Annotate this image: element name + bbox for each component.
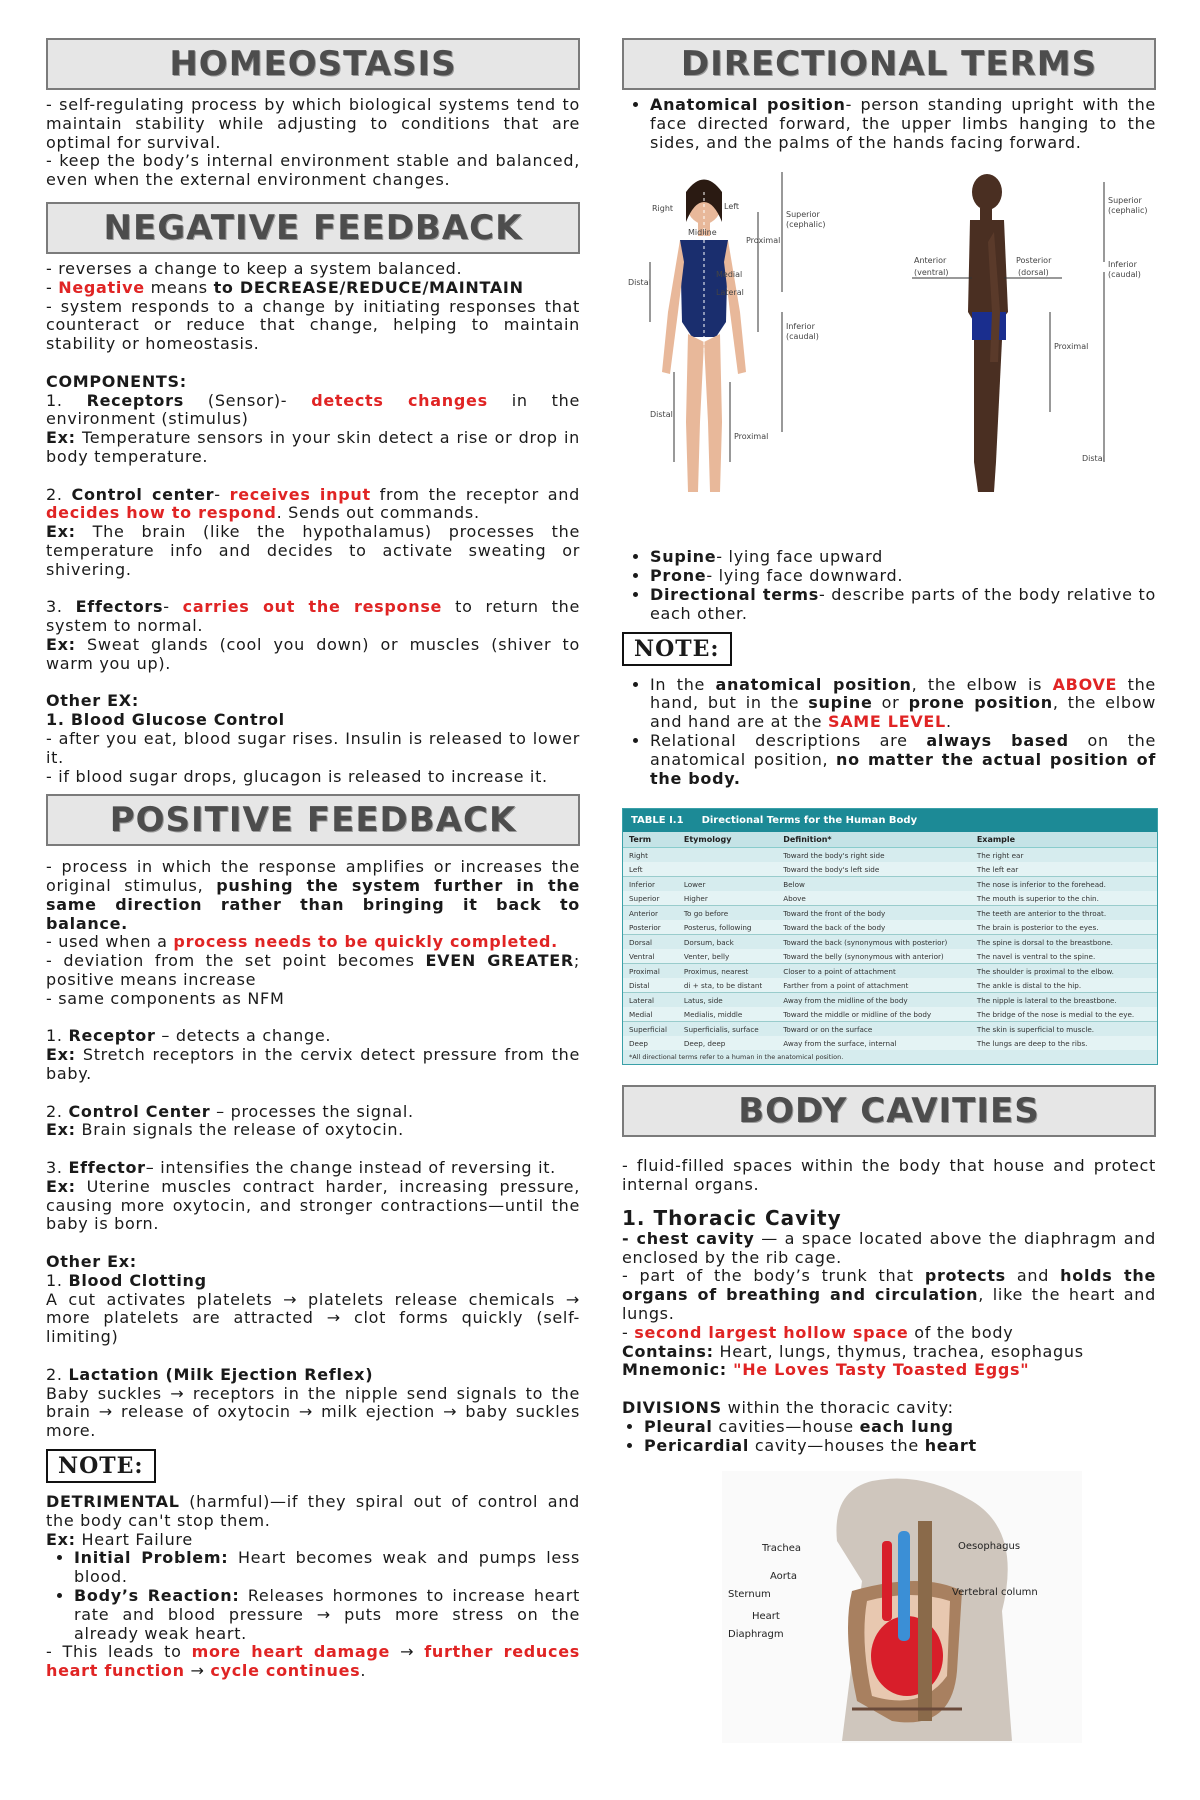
label-oesophagus: Oesophagus: [958, 1541, 1021, 1553]
pf-effector: 3. Effector– intensifies the change instead of reversing it.: [46, 1158, 556, 1178]
label-inferior-side: Inferior: [1108, 260, 1137, 270]
directional-text: [622, 96, 1156, 152]
homeostasis-text: [46, 96, 580, 190]
label-trachea: Trachea: [762, 1543, 801, 1555]
table-cell: Toward the back (synonymous with posterior): [777, 935, 971, 950]
nf-other-1: 1. Blood Glucose Control: [46, 710, 285, 730]
table-row: [623, 920, 1157, 935]
label-right: Right: [652, 204, 674, 214]
table-cell: Right: [629, 850, 648, 860]
table-row: [623, 949, 1157, 964]
side-arrows: [912, 182, 1104, 462]
table-row: [623, 1022, 1157, 1037]
directional-terms-header: DIRECTIONAL TERMS: [622, 38, 1156, 90]
table-caption: TABLE I.1 Directional Terms for the Human Body: [623, 809, 1157, 832]
body-cavities-text: [622, 1157, 1156, 1455]
pf-example-2: Baby suckles → receptors in the nipple send signals to the brain → release of oxytocin → milk ejection → baby suckles more.: [46, 1383, 580, 1441]
table-footnote: *All directional terms refer to a human in the anatomical position.: [629, 1053, 844, 1062]
label-proximal-leg: Proximal: [734, 432, 769, 442]
table-row: [623, 877, 1157, 892]
homeostasis-p1: - self-regulating process by which biological systems tend to maintain stability while adjusting to conditions that are optimal for survival.: [46, 95, 580, 152]
pf-note-label: NOTE:: [46, 1449, 156, 1483]
table-row: [623, 906, 1157, 921]
pf-other-label: Other Ex:: [46, 1252, 137, 1272]
table-cell: Superficial: [623, 1022, 678, 1037]
pf-p3: - deviation from the set point becomes EVEN GREATER; positive means increase: [46, 951, 580, 990]
label-posterior: Posterior: [1016, 256, 1052, 266]
right-column: [622, 38, 1156, 1743]
nf-line-2: - Negative means to DECREASE/REDUCE/MAINTAIN: [46, 277, 524, 297]
table-row: [623, 891, 1157, 906]
table-cell: The teeth are anterior to the throat.: [971, 906, 1157, 921]
table-row: [623, 993, 1157, 1008]
table-cell: Toward the back of the body: [777, 920, 971, 935]
pf-control-center: 2. Control Center – processes the signal.: [46, 1101, 414, 1121]
label-distal-front: Distal: [628, 278, 651, 288]
table-header: Definition*: [777, 832, 971, 848]
nf-component-1-example: Ex: Temperature sensors in your skin detect a rise or drop in body temperature.: [46, 428, 580, 466]
table-cell: Deep: [623, 1036, 678, 1050]
cavities-intro: - fluid-filled spaces within the body that house and protect internal organs.: [622, 1156, 1156, 1195]
nf-other-2: - after you eat, blood sugar rises. Insulin is released to lower it.: [46, 728, 580, 767]
table-cell: Dorsal: [623, 935, 678, 950]
nf-line-1: - reverses a change to keep a system balanced.: [46, 258, 463, 278]
table-cell: Latus, side: [678, 993, 777, 1008]
thoracic-line-3: - second largest hollow space of the body: [622, 1322, 1014, 1342]
pf-control-center-example: Ex: Brain signals the release of oxytocin.: [46, 1120, 404, 1140]
table-header: Etymology: [678, 832, 777, 848]
table-cell: The right ear: [976, 850, 1024, 860]
nf-other-3: - if blood sugar drops, glucagon is released to increase it.: [46, 766, 548, 786]
anatomical-position-bullet: • Anatomical position- person standing upright with the face directed forward, the upper limbs hanging to the sides, and the palms of the hands facing forward.: [650, 96, 1156, 152]
directional-terms-table: [622, 808, 1158, 1065]
label-distal-side: Distal: [1082, 454, 1105, 464]
table-row: [623, 935, 1157, 950]
table-cell: Above: [777, 891, 971, 906]
table-cell: Medial: [623, 1007, 678, 1022]
table-cell: The spine is dorsal to the breastbone.: [971, 935, 1157, 950]
label-left: Left: [724, 202, 740, 212]
label-caudal-side: (caudal): [1108, 270, 1141, 280]
label-vertebral-column: Vertebral column: [952, 1587, 1038, 1599]
table-cell: Higher: [678, 891, 777, 906]
table-cell: Superficialis, surface: [678, 1022, 777, 1037]
table-row: [623, 1036, 1157, 1050]
table-cell: [678, 848, 777, 863]
table-cell: The navel is ventral to the spine.: [971, 949, 1157, 964]
table-cell: [678, 862, 777, 877]
table-cell: Toward the body's left side: [777, 862, 971, 877]
directional-note-1: • In the anatomical position, the elbow is ABOVE the hand, but in the supine or prone position, the elbow and hand are at the SAME LEVEL.: [650, 676, 1156, 732]
table-cell: Away from the midline of the body: [777, 993, 971, 1008]
side-figure: [968, 174, 1008, 492]
table-cell: Toward or on the surface: [777, 1022, 971, 1037]
pf-receptor: 1. Receptor – detects a change.: [46, 1026, 332, 1046]
label-lateral: Lateral: [716, 288, 744, 298]
pf-effector-example: Ex: Uterine muscles contract harder, increasing pressure, causing more oxytocin, and stronger contractions—until the baby is born.: [46, 1176, 580, 1234]
label-medial: Medial: [716, 270, 743, 280]
table-cell: Distal: [623, 978, 678, 993]
nf-component-2: 2. Control center- receives input from the receptor and decides how to respond. Sends out commands.: [46, 484, 580, 523]
thoracic-line-1: - chest cavity — a space located above the diaphragm and enclosed by the rib cage.: [622, 1228, 1156, 1267]
table-cell: The mouth is superior to the chin.: [971, 891, 1157, 906]
anatomical-position-figure: [622, 162, 1156, 542]
label-superior-side: Superior: [1108, 196, 1142, 206]
thoracic-cavity-heading: 1. Thoracic Cavity: [622, 1205, 842, 1230]
table-cell: Superior: [623, 891, 678, 906]
label-proximal-front: Proximal: [746, 236, 781, 246]
table-cell: The left ear: [971, 862, 1157, 877]
table-cell: Toward the belly (synonymous with anterior): [777, 949, 971, 964]
table-row: [623, 978, 1157, 993]
pf-note-conclusion: - This leads to more heart damage → further reduces heart function → cycle continues.: [46, 1642, 580, 1681]
thoracic-cavity-figure: [722, 1471, 1082, 1743]
nf-other-label: Other EX:: [46, 691, 139, 711]
label-diaphragm: Diaphragm: [728, 1629, 784, 1641]
label-anterior: Anterior: [914, 256, 947, 266]
label-distal-leg: Distal: [650, 410, 673, 420]
table-cell: Away from the surface, internal: [777, 1036, 971, 1050]
table-cell: Farther from a point of attachment: [777, 978, 971, 993]
table-cell: The nose is inferior to the forehead.: [971, 877, 1157, 892]
prone-bullet: • Prone- lying face downward.: [650, 567, 1156, 586]
negative-feedback-text: [46, 260, 580, 786]
nf-component-3: 3. Effectors- carries out the response to return the system to normal.: [46, 597, 581, 636]
table-header-row: [623, 832, 1157, 848]
label-aorta: Aorta: [770, 1571, 797, 1583]
pf-example-1: A cut activates platelets → platelets release chemicals → more platelets are attracted → clot forms quickly (self-limiting): [46, 1289, 580, 1347]
nf-component-2-example: Ex: The brain (like the hypothalamus) processes the temperature info and decides to activate sweating or shivering.: [46, 522, 580, 579]
label-heart: Heart: [752, 1611, 780, 1623]
label-ventral: (ventral): [914, 268, 949, 278]
directional-note-text: [622, 676, 1156, 789]
table-row: [623, 1007, 1157, 1022]
table-cell: The nipple is lateral to the breastbone.: [971, 993, 1157, 1008]
directional-terms-bullet: • Directional terms- describe parts of the body relative to each other.: [650, 586, 1156, 624]
table-cell: Lateral: [623, 993, 678, 1008]
label-midline: Midline: [688, 228, 717, 238]
pericardial-bullet: • Pericardial cavity—houses the heart: [644, 1437, 1156, 1456]
positive-feedback-text: [46, 858, 580, 1441]
thoracic-mnemonic: Mnemonic: "He Loves Tasty Toasted Eggs": [622, 1360, 1030, 1380]
pf-example-1-title: 1. Blood Clotting: [46, 1270, 207, 1290]
table-cell: Toward the middle or midline of the body: [777, 1007, 971, 1022]
pf-p2: - used when a process needs to be quickly completed.: [46, 932, 558, 952]
table-cell: di + sta, to be distant: [678, 978, 777, 993]
table-header: Term: [623, 832, 678, 848]
pf-receptor-example: Ex: Stretch receptors in the cervix detect pressure from the baby.: [46, 1045, 580, 1084]
table-cell: The shoulder is proximal to the elbow.: [971, 964, 1157, 979]
pf-p4: - same components as NFM: [46, 988, 285, 1008]
table-cell: Posterus, following: [678, 920, 777, 935]
label-sternum: Sternum: [728, 1589, 771, 1601]
thoracic-contains: Contains: Heart, lungs, thymus, trachea, esophagus: [622, 1341, 1084, 1361]
table-cell: Lower: [678, 877, 777, 892]
anatomy-illustration: [622, 162, 1156, 542]
thoracic-illustration: [722, 1471, 1082, 1743]
directional-note-2: • Relational descriptions are always based on the anatomical position, no matter the actual position of the body.: [650, 732, 1156, 788]
table-cell: Proximal: [623, 964, 678, 979]
homeostasis-p2: - keep the body’s internal environment stable and balanced, even when the external environment changes.: [46, 151, 580, 190]
table-cell: Proximus, nearest: [678, 964, 777, 979]
table-cell: Below: [777, 877, 971, 892]
table-cell: Venter, belly: [678, 949, 777, 964]
left-column: [46, 38, 580, 1681]
label-superior-front: Superior: [786, 210, 820, 220]
supine-bullet: • Supine- lying face upward: [650, 548, 1156, 567]
table-cell: Toward the body's right side: [783, 850, 885, 860]
table-cell: The brain is posterior to the eyes.: [971, 920, 1157, 935]
pf-p1: - process in which the response amplifies or increases the original stimulus, pushing the system further in the same direction rather than bringing it back to balance.: [46, 857, 580, 933]
pf-note-bullet-1: • Initial Problem: Heart becomes weak and pumps less blood.: [74, 1549, 580, 1587]
table-cell: Inferior: [623, 877, 678, 892]
thoracic-line-2: - part of the body’s trunk that protects and holds the organs of breathing and circulation, like the heart and lungs.: [622, 1266, 1157, 1323]
label-inferior-front: Inferior: [786, 322, 815, 332]
pleural-bullet: • Pleural cavities—house each lung: [644, 1418, 1156, 1437]
body-cavities-header: BODY CAVITIES: [622, 1085, 1156, 1137]
table-cell: To go before: [678, 906, 777, 921]
table-cell: Ventral: [623, 949, 678, 964]
pf-example-2-title: 2. Lactation (Milk Ejection Reflex): [46, 1364, 374, 1384]
pf-note-bullet-2: • Body’s Reaction: Releases hormones to increase heart rate and blood pressure → puts more stress on the already weak heart.: [74, 1587, 580, 1643]
position-terms: [622, 548, 1156, 623]
homeostasis-header: HOMEOSTASIS: [46, 38, 580, 90]
table-cell: The bridge of the nose is medial to the eye.: [971, 1007, 1157, 1022]
pf-note-1: DETRIMENTAL (harmful)—if they spiral out of control and the body can't stop them.: [46, 1492, 580, 1530]
table-row: [623, 848, 1157, 863]
table-cell: Dorsum, back: [678, 935, 777, 950]
table-cell: The skin is superficial to muscle.: [971, 1022, 1157, 1037]
table-cell: Toward the front of the body: [777, 906, 971, 921]
label-dorsal: (dorsal): [1018, 268, 1049, 278]
table-cell: Left: [623, 862, 678, 877]
table-cell: Anterior: [623, 906, 678, 921]
table-cell: Medialis, middle: [678, 1007, 777, 1022]
table-cell: The lungs are deep to the ribs.: [971, 1036, 1157, 1050]
pf-note-2: Ex: Heart Failure: [46, 1529, 193, 1549]
nf-component-3-example: Ex: Sweat glands (cool you down) or muscles (shiver to warm you up).: [46, 634, 580, 673]
table-cell: The ankle is distal to the hip.: [971, 978, 1157, 993]
pf-note-text: [46, 1493, 580, 1681]
table-cell: Closer to a point of attachment: [777, 964, 971, 979]
table-cell: Posterior: [623, 920, 678, 935]
thoracic-divisions: DIVISIONS within the thoracic cavity:: [622, 1397, 954, 1417]
nf-components-label: COMPONENTS:: [46, 371, 187, 391]
label-cephalic-front: (cephalic): [786, 220, 826, 230]
pf-note-list: [46, 1549, 580, 1643]
table-row: [623, 862, 1157, 877]
nf-component-1: 1. Receptors (Sensor)- detects changes in the environment (stimulus): [46, 390, 581, 429]
table-header: Example: [971, 832, 1157, 848]
label-caudal-front: (caudal): [786, 332, 819, 342]
label-cephalic-side: (cephalic): [1108, 206, 1148, 216]
negative-feedback-header: NEGATIVE FEEDBACK: [46, 202, 580, 254]
directional-note-label: NOTE:: [622, 632, 732, 666]
nf-line-3: - system responds to a change by initiating responses that counteract or reduce that change, helping to maintain stability or homeostasis.: [46, 296, 580, 354]
table-cell: Deep, deep: [678, 1036, 777, 1050]
table-row: [623, 964, 1157, 979]
label-proximal-side: Proximal: [1054, 342, 1089, 352]
positive-feedback-header: POSITIVE FEEDBACK: [46, 794, 580, 846]
